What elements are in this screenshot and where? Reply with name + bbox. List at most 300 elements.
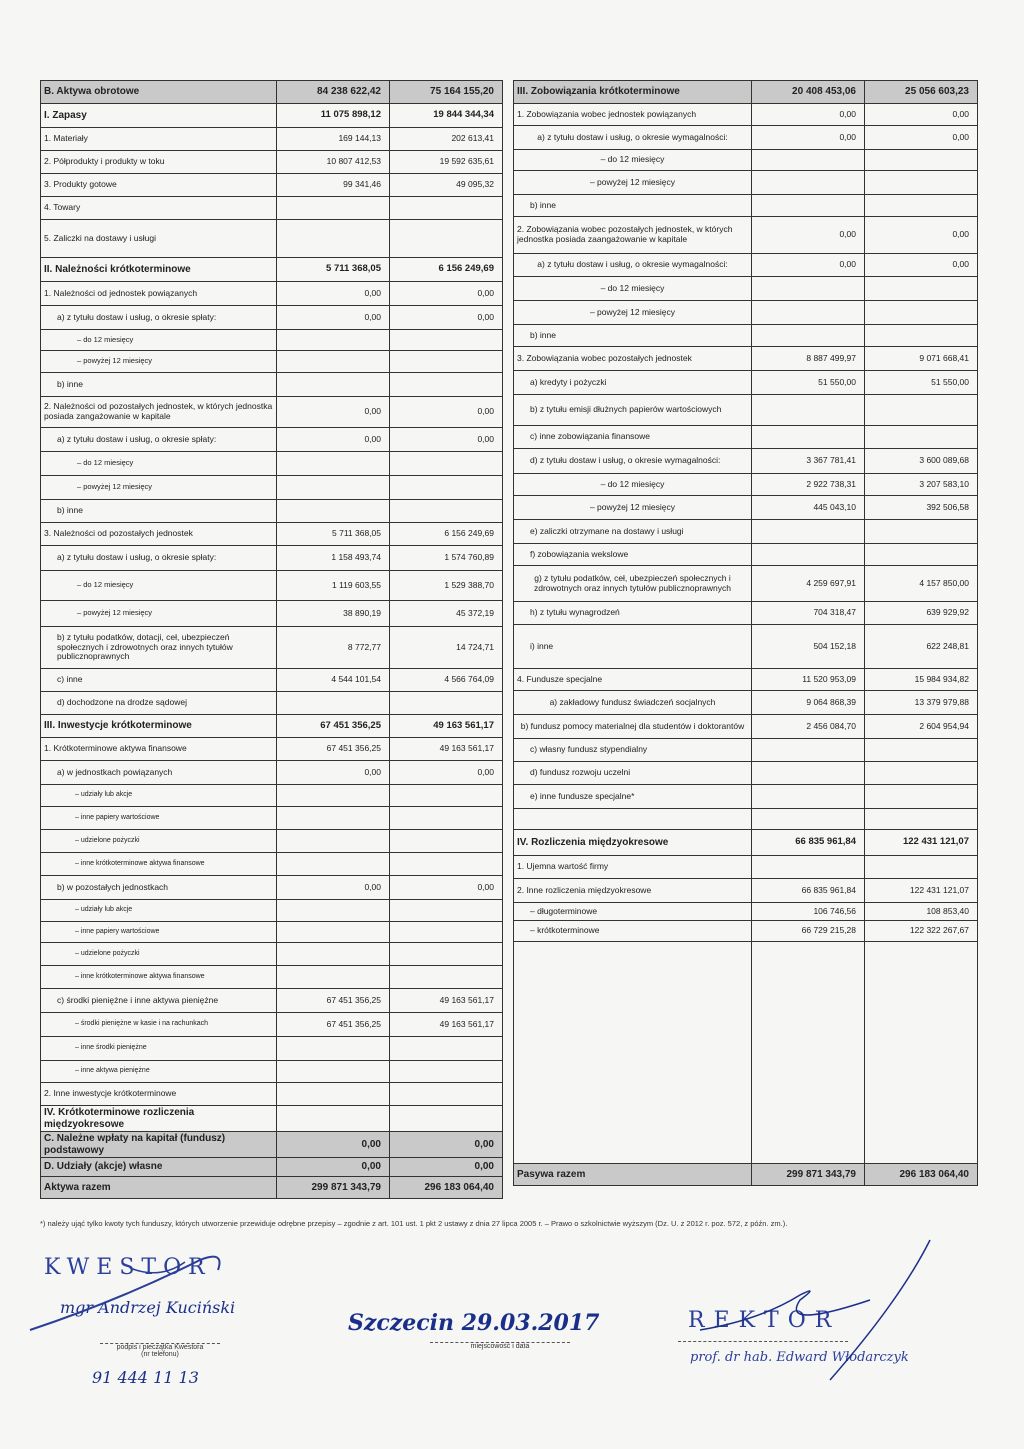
row-label: 2. Półprodukty i produkty w toku: [41, 151, 277, 174]
previous-year-value: [865, 762, 978, 785]
previous-year-value: [390, 452, 503, 476]
row-label: – udziały lub akcje: [41, 900, 277, 922]
table-row: [41, 571, 503, 601]
current-year-value: [277, 220, 390, 258]
row-label: – długoterminowe: [514, 903, 752, 921]
current-year-value: 0,00: [277, 306, 390, 330]
previous-year-value: [865, 520, 978, 544]
row-label: Aktywa razem: [41, 1177, 277, 1199]
table-row: [41, 452, 503, 476]
table-row: [41, 876, 503, 900]
table-row: [41, 715, 503, 738]
table-header-row: [41, 81, 503, 104]
table-row: [41, 900, 503, 922]
row-label: – udziały lub akcje: [41, 785, 277, 807]
current-year-value: 5 711 368,05: [277, 523, 390, 546]
row-label: – powyżej 12 miesięcy: [514, 171, 752, 195]
table-row: [41, 197, 503, 220]
row-label: C. Należne wpłaty na kapitał (fundusz) podstawowy: [41, 1132, 277, 1158]
current-year-value: 3 367 781,41: [752, 449, 865, 474]
current-year-value: [752, 325, 865, 347]
current-year-value: 11 520 953,09: [752, 669, 865, 691]
previous-year-value: [390, 1061, 503, 1083]
table-row: [514, 566, 978, 602]
kwestor-stamp: KWESTOR: [44, 1255, 212, 1280]
table-row: [514, 602, 978, 625]
previous-year-value: 19 844 344,34: [390, 104, 503, 128]
row-label: 4. Towary: [41, 197, 277, 220]
previous-year-value: 49 095,32: [390, 174, 503, 197]
table-row: [41, 373, 503, 397]
table-row: [41, 476, 503, 500]
previous-year-value: 49 163 561,17: [390, 989, 503, 1013]
previous-year-value: 3 600 089,68: [865, 449, 978, 474]
table-row: [514, 426, 978, 449]
row-label: [514, 809, 752, 830]
previous-year-value: 108 853,40: [865, 903, 978, 921]
table-row: [514, 474, 978, 496]
row-label: – udzielone pożyczki: [41, 830, 277, 853]
previous-year-value: 0,00: [865, 126, 978, 150]
row-label: d) dochodzone na drodze sądowej: [41, 692, 277, 715]
previous-year-value: [390, 500, 503, 523]
current-year-value: 0,00: [752, 254, 865, 277]
current-year-value: [277, 351, 390, 373]
table-row: [514, 104, 978, 126]
liabilities-table: [513, 80, 978, 1186]
previous-year-value: 14 724,71: [390, 627, 503, 669]
current-year-value: [277, 1061, 390, 1083]
table-row: [514, 715, 978, 739]
current-year-value: [752, 301, 865, 325]
table-row: [514, 785, 978, 809]
table-row: [41, 546, 503, 571]
table-row: [41, 1083, 503, 1106]
table-row: [514, 921, 978, 942]
current-year-value: [752, 195, 865, 217]
current-year-value: [752, 544, 865, 566]
table-row: [41, 601, 503, 627]
row-label: g) z tytułu podatków, ceł, ubezpieczeń społecznych i zdrowotnych oraz innych tytułów publicznoprawnych: [514, 566, 752, 602]
current-year-value: 51 550,00: [752, 371, 865, 395]
table-row: [41, 1158, 503, 1177]
current-year-value: 0,00: [752, 126, 865, 150]
table-row: [41, 1106, 503, 1132]
previous-year-value: [865, 150, 978, 171]
row-label: c) własny fundusz stypendialny: [514, 739, 752, 762]
current-year-value: 67 451 356,25: [277, 738, 390, 761]
table-row: [514, 691, 978, 715]
row-label: 1. Zobowiązania wobec jednostek powiązanych: [514, 104, 752, 126]
table-row: [514, 195, 978, 217]
table-row: [41, 830, 503, 853]
row-label: – do 12 miesięcy: [514, 150, 752, 171]
current-year-value: 66 835 961,84: [752, 879, 865, 903]
row-label: – powyżej 12 miesięcy: [41, 476, 277, 500]
row-label: 3. Produkty gotowe: [41, 174, 277, 197]
previous-year-value: [390, 922, 503, 943]
row-label: – powyżej 12 miesięcy: [41, 601, 277, 627]
previous-year-value: [390, 330, 503, 351]
previous-year-value: [865, 277, 978, 301]
table-row: [41, 351, 503, 373]
row-label: – do 12 miesięcy: [41, 330, 277, 351]
row-label: a) z tytułu dostaw i usług, o okresie spłaty:: [41, 306, 277, 330]
table-row: [41, 1037, 503, 1061]
table-row: [41, 104, 503, 128]
row-label: 3. Należności od pozostałych jednostek: [41, 523, 277, 546]
previous-year-value: 4 157 850,00: [865, 566, 978, 602]
previous-year-value: 0,00: [390, 1158, 503, 1177]
previous-year-value: 0,00: [390, 1132, 503, 1158]
current-year-value: [277, 966, 390, 989]
table-row: [41, 220, 503, 258]
place-date-handwritten: Szczecin 29.03.2017: [348, 1310, 600, 1336]
previous-year-value: 6 156 249,69: [390, 523, 503, 546]
row-label: – powyżej 12 miesięcy: [514, 496, 752, 520]
row-label: b) inne: [41, 373, 277, 397]
rektor-stamp: REKTOR: [688, 1308, 841, 1333]
previous-year-value: 0,00: [865, 254, 978, 277]
current-year-value: 8 887 499,97: [752, 347, 865, 371]
current-year-value: 66 835 961,84: [752, 830, 865, 856]
table-row: [41, 306, 503, 330]
table-row: [514, 879, 978, 903]
row-label: a) z tytułu dostaw i usług, o okresie spłaty:: [41, 428, 277, 452]
current-year-value: [752, 171, 865, 195]
previous-year-value: 296 183 064,40: [865, 1164, 978, 1186]
previous-year-value: 2 604 954,94: [865, 715, 978, 739]
kwestor-caption: podpis i pieczątka Kwestora (nr telefonu): [100, 1343, 220, 1358]
table-row: [41, 785, 503, 807]
current-year-value: 445 043,10: [752, 496, 865, 520]
table-row: [514, 544, 978, 566]
row-label: 4. Fundusze specjalne: [514, 669, 752, 691]
current-year-value: 9 064 868,39: [752, 691, 865, 715]
table-row: [514, 762, 978, 785]
current-year-value: [277, 476, 390, 500]
table-row: [514, 625, 978, 669]
table-row: [41, 943, 503, 966]
row-label: Pasywa razem: [514, 1164, 752, 1186]
row-label: – inne papiery wartościowe: [41, 807, 277, 830]
previous-year-value: 13 379 979,88: [865, 691, 978, 715]
current-year-value: 169 144,13: [277, 128, 390, 151]
current-year-value: [752, 739, 865, 762]
current-year-value: [752, 856, 865, 879]
row-label: III. Inwestycje krótkoterminowe: [41, 715, 277, 738]
table-row: [514, 301, 978, 325]
row-label: a) z tytułu dostaw i usług, o okresie wymagalności:: [514, 126, 752, 150]
previous-year-value: 0,00: [390, 282, 503, 306]
table-row: [41, 966, 503, 989]
current-year-value: 299 871 343,79: [752, 1164, 865, 1186]
current-year-value: 4 259 697,91: [752, 566, 865, 602]
previous-year-value: [865, 942, 978, 1164]
row-label: IV. Krótkoterminowe rozliczenia międzyokresowe: [41, 1106, 277, 1132]
row-label: – inne krótkoterminowe aktywa finansowe: [41, 966, 277, 989]
previous-year-value: [865, 325, 978, 347]
previous-year-value: 392 506,58: [865, 496, 978, 520]
current-year-value: [277, 900, 390, 922]
previous-year-value: 0,00: [865, 217, 978, 254]
row-label: 1. Należności od jednostek powiązanych: [41, 282, 277, 306]
row-label: f) zobowiązania wekslowe: [514, 544, 752, 566]
previous-year-value: 122 431 121,07: [865, 879, 978, 903]
table-row: [41, 174, 503, 197]
table-row: [41, 1061, 503, 1083]
table-row: [514, 669, 978, 691]
current-year-value: 20 408 453,06: [752, 81, 865, 104]
current-year-value: 0,00: [277, 397, 390, 428]
row-label: c) inne zobowiązania finansowe: [514, 426, 752, 449]
table-row: [41, 1177, 503, 1199]
row-label: d) z tytułu dostaw i usług, o okresie wymagalności:: [514, 449, 752, 474]
current-year-value: [277, 922, 390, 943]
table-row: [41, 523, 503, 546]
current-year-value: 299 871 343,79: [277, 1177, 390, 1199]
row-label: IV. Rozliczenia międzyokresowe: [514, 830, 752, 856]
row-label: – udzielone pożyczki: [41, 943, 277, 966]
table-row: [514, 520, 978, 544]
current-year-value: 1 158 493,74: [277, 546, 390, 571]
current-year-value: [752, 277, 865, 301]
previous-year-value: 0,00: [390, 876, 503, 900]
previous-year-value: [865, 301, 978, 325]
row-label: 2. Inne inwestycje krótkoterminowe: [41, 1083, 277, 1106]
table-row: [41, 669, 503, 692]
current-year-value: [752, 785, 865, 809]
previous-year-value: [390, 373, 503, 397]
table-row: [514, 1164, 978, 1186]
row-label: b) inne: [514, 325, 752, 347]
row-label: III. Zobowiązania krótkoterminowe: [514, 81, 752, 104]
current-year-value: 38 890,19: [277, 601, 390, 627]
row-label: d) fundusz rozwoju uczelni: [514, 762, 752, 785]
current-year-value: 0,00: [277, 1132, 390, 1158]
table-row: [41, 922, 503, 943]
current-year-value: [277, 1106, 390, 1132]
current-year-value: [277, 500, 390, 523]
row-label: c) inne: [41, 669, 277, 692]
table-row: [41, 761, 503, 785]
table-row: [41, 807, 503, 830]
current-year-value: [277, 853, 390, 876]
current-year-value: [752, 809, 865, 830]
table-row: [514, 856, 978, 879]
row-label: e) inne fundusze specjalne*: [514, 785, 752, 809]
row-label: II. Należności krótkoterminowe: [41, 258, 277, 282]
table-row: [514, 903, 978, 921]
previous-year-value: 622 248,81: [865, 625, 978, 669]
current-year-value: 67 451 356,25: [277, 989, 390, 1013]
current-year-value: 0,00: [752, 217, 865, 254]
previous-year-value: [865, 426, 978, 449]
previous-year-value: 0,00: [865, 104, 978, 126]
previous-year-value: [390, 785, 503, 807]
table-row: [514, 942, 978, 1164]
row-label: – do 12 miesięcy: [41, 452, 277, 476]
previous-year-value: [390, 966, 503, 989]
previous-year-value: 4 566 764,09: [390, 669, 503, 692]
table-row: [514, 809, 978, 830]
current-year-value: [277, 830, 390, 853]
current-year-value: [752, 150, 865, 171]
previous-year-value: [390, 1083, 503, 1106]
previous-year-value: [390, 220, 503, 258]
table-row: [514, 325, 978, 347]
previous-year-value: 1 574 760,89: [390, 546, 503, 571]
previous-year-value: 639 929,92: [865, 602, 978, 625]
current-year-value: [277, 1083, 390, 1106]
current-year-value: 2 456 084,70: [752, 715, 865, 739]
table-row: [514, 254, 978, 277]
row-label: 2. Inne rozliczenia międzyokresowe: [514, 879, 752, 903]
current-year-value: 0,00: [277, 282, 390, 306]
row-label: I. Zapasy: [41, 104, 277, 128]
row-label: – powyżej 12 miesięcy: [514, 301, 752, 325]
row-label: – inne papiery wartościowe: [41, 922, 277, 943]
previous-year-value: [390, 807, 503, 830]
current-year-value: 5 711 368,05: [277, 258, 390, 282]
previous-year-value: 6 156 249,69: [390, 258, 503, 282]
table-row: [41, 500, 503, 523]
rektor-handwritten-name: prof. dr hab. Edward Włodarczyk: [690, 1350, 909, 1365]
row-label: e) zaliczki otrzymane na dostawy i usługi: [514, 520, 752, 544]
previous-year-value: [390, 830, 503, 853]
current-year-value: 11 075 898,12: [277, 104, 390, 128]
previous-year-value: [865, 544, 978, 566]
table-row: [41, 258, 503, 282]
previous-year-value: [865, 785, 978, 809]
table-row: [41, 692, 503, 715]
previous-year-value: 122 322 267,67: [865, 921, 978, 942]
row-label: 1. Krótkoterminowe aktywa finansowe: [41, 738, 277, 761]
kwestor-handwritten-name: mgr Andrzej Kuciński: [60, 1298, 236, 1317]
rektor-caption: [678, 1341, 848, 1342]
previous-year-value: 3 207 583,10: [865, 474, 978, 496]
row-label: a) z tytułu dostaw i usług, o okresie wymagalności:: [514, 254, 752, 277]
table-row: [514, 830, 978, 856]
previous-year-value: [865, 809, 978, 830]
table-row: [514, 347, 978, 371]
current-year-value: 704 318,47: [752, 602, 865, 625]
previous-year-value: [865, 195, 978, 217]
row-label: 2. Należności od pozostałych jednostek, w których jednostka posiada zangażowanie w kapitale: [41, 397, 277, 428]
row-label: b) w pozostałych jednostkach: [41, 876, 277, 900]
table-row: [514, 171, 978, 195]
previous-year-value: 49 163 561,17: [390, 738, 503, 761]
previous-year-value: 45 372,19: [390, 601, 503, 627]
row-label: a) z tytułu dostaw i usług, o okresie spłaty:: [41, 546, 277, 571]
row-label: c) środki pieniężne i inne aktywa pieniężne: [41, 989, 277, 1013]
previous-year-value: 25 056 603,23: [865, 81, 978, 104]
previous-year-value: [865, 395, 978, 426]
previous-year-value: [390, 351, 503, 373]
previous-year-value: 49 163 561,17: [390, 715, 503, 738]
current-year-value: [277, 785, 390, 807]
table-row: [41, 738, 503, 761]
previous-year-value: [390, 476, 503, 500]
row-label: B. Aktywa obrotowe: [41, 81, 277, 104]
current-year-value: 504 152,18: [752, 625, 865, 669]
previous-year-value: [390, 943, 503, 966]
previous-year-value: [390, 1037, 503, 1061]
current-year-value: 67 451 356,25: [277, 1013, 390, 1037]
table-row: [514, 449, 978, 474]
current-year-value: [277, 692, 390, 715]
current-year-value: 84 238 622,42: [277, 81, 390, 104]
table-row: [41, 1132, 503, 1158]
row-label: i) inne: [514, 625, 752, 669]
row-label: 5. Zaliczki na dostawy i usługi: [41, 220, 277, 258]
place-date-caption: miejscowość i data: [430, 1342, 570, 1350]
row-label: – do 12 miesięcy: [41, 571, 277, 601]
row-label: – środki pieniężne w kasie i na rachunkach: [41, 1013, 277, 1037]
previous-year-value: 49 163 561,17: [390, 1013, 503, 1037]
phone-handwritten: 91 444 11 13: [92, 1368, 199, 1387]
row-label: – do 12 miesięcy: [514, 474, 752, 496]
table-row: [514, 496, 978, 520]
previous-year-value: [865, 739, 978, 762]
table-header-row: [514, 81, 978, 104]
current-year-value: 2 922 738,31: [752, 474, 865, 496]
previous-year-value: 19 592 635,61: [390, 151, 503, 174]
previous-year-value: 202 613,41: [390, 128, 503, 151]
current-year-value: [277, 452, 390, 476]
row-label: h) z tytułu wynagrodzeń: [514, 602, 752, 625]
current-year-value: 0,00: [277, 761, 390, 785]
current-year-value: 106 746,56: [752, 903, 865, 921]
table-row: [514, 150, 978, 171]
previous-year-value: 122 431 121,07: [865, 830, 978, 856]
table-row: [41, 151, 503, 174]
row-label: – krótkoterminowe: [514, 921, 752, 942]
row-label: 1. Ujemna wartość firmy: [514, 856, 752, 879]
previous-year-value: 0,00: [390, 306, 503, 330]
table-row: [514, 126, 978, 150]
row-label: – powyżej 12 miesięcy: [41, 351, 277, 373]
table-row: [41, 989, 503, 1013]
current-year-value: 0,00: [277, 876, 390, 900]
table-row: [514, 277, 978, 301]
table-row: [41, 397, 503, 428]
current-year-value: [752, 762, 865, 785]
table-row: [514, 217, 978, 254]
table-row: [41, 128, 503, 151]
current-year-value: 8 772,77: [277, 627, 390, 669]
previous-year-value: 296 183 064,40: [390, 1177, 503, 1199]
table-row: [41, 330, 503, 351]
row-label: 1. Materiały: [41, 128, 277, 151]
previous-year-value: 0,00: [390, 761, 503, 785]
table-row: [514, 395, 978, 426]
row-label: b) inne: [41, 500, 277, 523]
row-label: a) zakładowy fundusz świadczeń socjalnych: [514, 691, 752, 715]
previous-year-value: 9 071 668,41: [865, 347, 978, 371]
table-row: [41, 282, 503, 306]
current-year-value: 99 341,46: [277, 174, 390, 197]
current-year-value: [277, 943, 390, 966]
current-year-value: [752, 942, 865, 1164]
current-year-value: [277, 373, 390, 397]
current-year-value: 0,00: [277, 428, 390, 452]
row-label: – inne krótkoterminowe aktywa finansowe: [41, 853, 277, 876]
assets-table: [40, 80, 503, 1199]
row-label: D. Udziały (akcje) własne: [41, 1158, 277, 1177]
row-label: a) kredyty i pożyczki: [514, 371, 752, 395]
row-label: – do 12 miesięcy: [514, 277, 752, 301]
